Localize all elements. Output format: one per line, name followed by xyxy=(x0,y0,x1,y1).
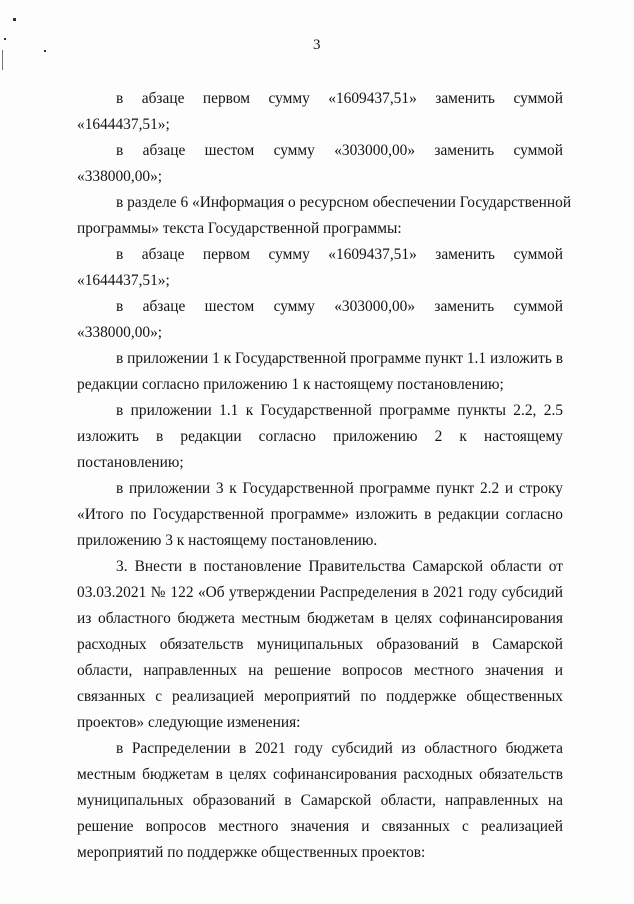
text-line: 3. Внести в постановление Правительства Самарской области от xyxy=(116,558,563,575)
text-line: 03.03.2021 № 122 «Об утверждении Распределения в 2021 году субсидий xyxy=(77,584,563,601)
text-line: «338000,00»; xyxy=(77,168,163,185)
text-line: в абзаце шестом сумму «303000,00» заменить суммой xyxy=(116,142,563,159)
text-line: местным бюджетам в целях софинансирования расходных обязательств xyxy=(77,766,563,783)
text-line: решение вопросов местного значения и связанных с реализацией xyxy=(77,818,563,835)
text-line: «Итого по Государственной программе» изложить в редакции согласно xyxy=(77,506,563,523)
text-line: «338000,00»; xyxy=(77,324,163,341)
text-line: изложить в редакции согласно приложению 2 к настоящему xyxy=(77,428,563,445)
paragraph xyxy=(77,294,563,346)
paragraph xyxy=(77,476,563,554)
text-line: в разделе 6 «Информация о ресурсном обеспечении Государственной xyxy=(116,194,572,211)
text-line: мероприятий по поддержке общественных проектов: xyxy=(77,844,426,861)
paragraph xyxy=(77,346,563,398)
text-line: «1644437,51»; xyxy=(77,272,170,289)
text-line: приложению 3 к настоящему постановлению. xyxy=(77,532,378,549)
text-line: в абзаце первом сумму «1609437,51» заменить суммой xyxy=(116,246,563,263)
text-line: «1644437,51»; xyxy=(77,116,170,133)
scan-mark xyxy=(13,18,16,21)
text-line: связанных с реализацией мероприятий по поддержке общественных xyxy=(77,688,563,705)
text-line: в абзаце первом сумму «1609437,51» заменить суммой xyxy=(116,90,563,107)
text-line: редакции согласно приложению 1 к настоящему постановлению; xyxy=(77,376,504,393)
text-line: муниципальных образований в Самарской области, направленных на xyxy=(77,792,563,809)
text-line: из областного бюджета местным бюджетам в целях софинансирования xyxy=(77,610,563,627)
text-line: расходных обязательств муниципальных образований в Самарской xyxy=(77,636,563,653)
paragraph xyxy=(77,86,563,138)
document-body xyxy=(77,86,572,866)
text-line: в абзаце шестом сумму «303000,00» заменить суммой xyxy=(116,298,563,315)
text-line: постановлению; xyxy=(77,454,184,471)
text-line: проектов» следующие изменения: xyxy=(77,714,301,731)
page-number: 3 xyxy=(313,37,321,53)
paragraph xyxy=(77,190,572,242)
paragraph xyxy=(77,242,563,294)
paragraph xyxy=(77,138,563,190)
text-line: в приложении 3 к Государственной программе пункт 2.2 и строку xyxy=(116,480,563,497)
text-line: в Распределении в 2021 году субсидий из областного бюджета xyxy=(116,740,563,757)
paragraph xyxy=(77,554,563,736)
paragraph xyxy=(77,736,563,866)
text-line: в приложении 1 к Государственной программе пункт 1.1 изложить в xyxy=(116,350,563,367)
paragraph xyxy=(77,398,563,476)
text-line: программы» текста Государственной программы: xyxy=(77,220,402,237)
text-line: в приложении 1.1 к Государственной программе пункты 2.2, 2.5 xyxy=(116,402,563,419)
text-line: области, направленных на решение вопросов местного значения и xyxy=(77,662,563,679)
